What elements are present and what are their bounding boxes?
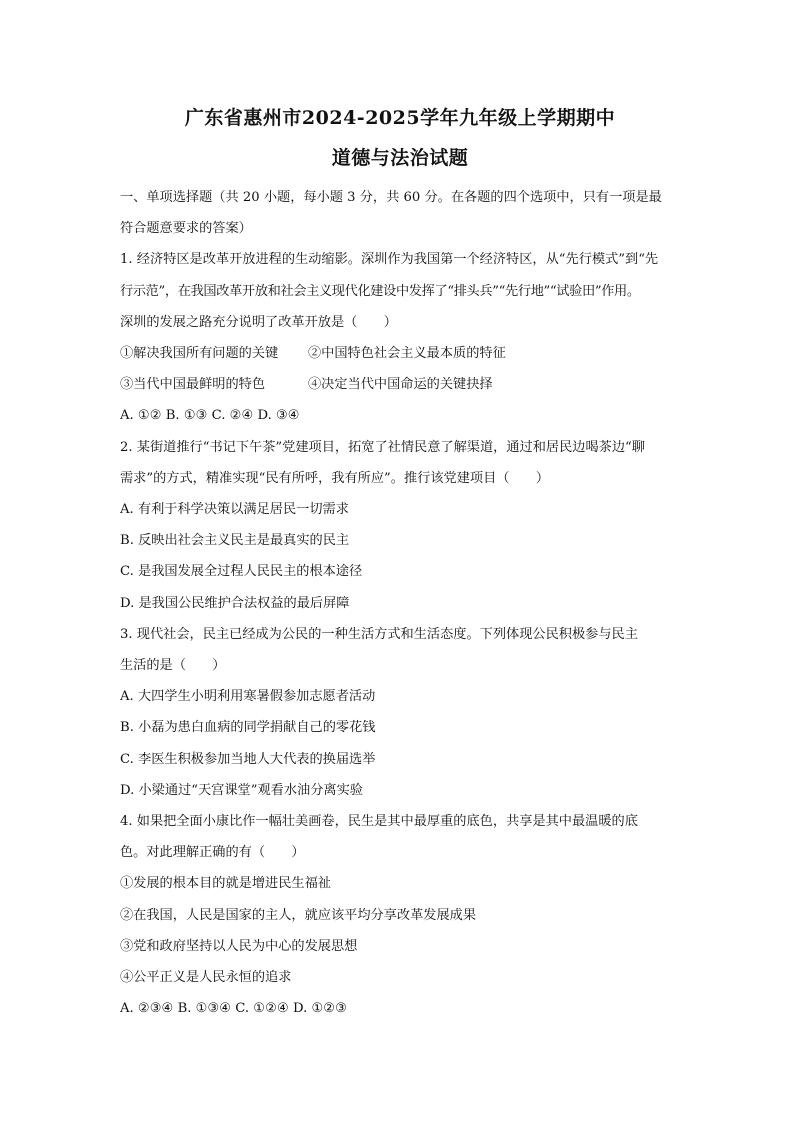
question-1-item: ①解决我国所有问题的关键 [120, 346, 279, 362]
question-1-options: A. ①② B. ①③ C. ②④ D. ③④ [120, 408, 300, 424]
question-2-stem: 2. 某街道推行“书记下午茶”党建项目，拓宽了社情民意了解渠道，通过和居民边喝茶边“聊 [120, 439, 645, 455]
question-2-option-b: B. 反映出社会主义民主是最真实的民主 [120, 533, 350, 549]
question-4-item: ①发展的根本目的就是增进民生福祉 [120, 876, 331, 892]
question-3-option-c: C. 李医生积极参加当地人大代表的换届选举 [120, 751, 376, 767]
question-4-options: A. ②③④ B. ①③④ C. ①②④ D. ①②③ [120, 1001, 347, 1017]
question-1-stem: 深圳的发展之路充分说明了改革开放是（ ） [120, 314, 397, 330]
question-4-stem: 色。对此理解正确的有（ ） [120, 845, 305, 861]
question-1-stem: 1. 经济特区是改革开放进程的生动缩影。深圳作为我国第一个经济特区，从“先行模式”到“先 [120, 252, 659, 268]
question-1-item: ④决定当代中国命运的关键抉择 [308, 377, 493, 393]
exam-subtitle: 道德与法治试题 [331, 147, 469, 169]
question-4-item: ④公平正义是人民永恒的追求 [120, 970, 292, 986]
question-3-stem: 3. 现代社会，民主已经成为公民的一种生活方式和生活态度。下列体现公民积极参与民主 [120, 626, 638, 642]
question-2 [120, 432, 680, 619]
question-4-item: ③党和政府坚持以人民为中心的发展思想 [120, 938, 358, 954]
question-4-item: ②在我国，人民是国家的主人，就应该平均分享改革发展成果 [120, 907, 477, 923]
question-4 [120, 806, 680, 1024]
question-1-items-row [120, 338, 680, 369]
exam-title: 广东省惠州市2024-2025学年九年级上学期期中 [184, 107, 616, 129]
question-3-option-a: A. 大四学生小明利用寒暑假参加志愿者活动 [120, 689, 376, 705]
section-instruction-line: 一、单项选择题（共 20 小题，每小题 3 分，共 60 分。在各题的四个选项中，只有一项是最 [120, 190, 662, 205]
question-2-stem: 需求”的方式，精准实现“民有所呼，我有所应”。推行该党建项目（ ） [120, 470, 550, 486]
question-2-option-c: C. 是我国发展全过程人民民主的根本途径 [120, 564, 363, 580]
question-3-option-d: D. 小梁通过“天宫课堂”观看水油分离实验 [120, 782, 363, 798]
question-2-option-a: A. 有利于科学决策以满足居民一切需求 [120, 502, 349, 518]
section-instruction-line: 符合题意要求的答案） [120, 221, 252, 237]
exam-page [120, 98, 680, 1024]
question-1-item: ③当代中国最鲜明的特色 [120, 377, 266, 393]
question-1-items-row [120, 369, 680, 400]
question-1-item: ②中国特色社会主义最本质的特征 [308, 346, 506, 362]
question-3-stem: 生活的是（ ） [120, 658, 226, 674]
question-4-stem: 4. 如果把全面小康比作一幅壮美画卷，民生是其中最厚重的底色，共享是其中最温暖的底 [120, 814, 638, 830]
question-3 [120, 619, 680, 806]
question-1-stem: 行示范”，在我国改革开放和社会主义现代化建设中发挥了“排头兵”“先行地”“试验田”作用。 [120, 283, 640, 299]
section-instructions [120, 182, 680, 244]
question-3-option-b: B. 小磊为患白血病的同学捐献自己的零花钱 [120, 720, 376, 736]
question-1 [120, 244, 680, 431]
question-2-option-d: D. 是我国公民维护合法权益的最后屏障 [120, 595, 350, 611]
